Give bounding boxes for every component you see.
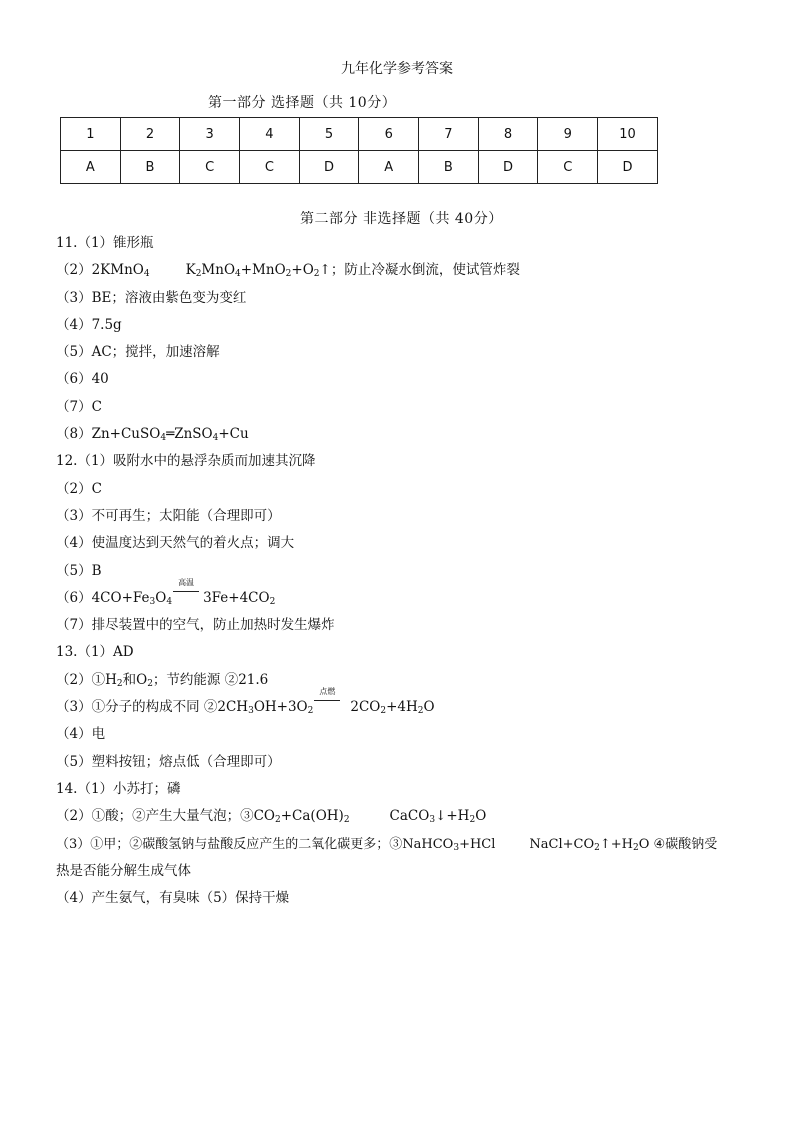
question-number-row [61,118,658,151]
reaction-condition-arrow: 点燃 [314,695,340,707]
answer-line-11-1: 11.（1）锥形瓶 [56,235,154,251]
answer-line-14-3: （3）①甲；②碳酸氢钠与盐酸反应产生的二氧化碳更多；③NaHCO$_3$+HCl $NaCl+CO_2↑+H_2O$ ④碳酸钠受 [56,836,718,853]
answer-line-12-4: （4）使温度达到天然气的着火点；调大 [56,535,295,552]
answer-line-11-5: （5）AC；搅拌，加速溶解 [56,344,220,361]
answer-list [56,230,746,912]
table-cell-answer: B [419,151,479,184]
answer-line-12-1: 12.（1）吸附水中的悬浮杂质而加速其沉降 [56,453,316,470]
section1-title: 第一部分 选择题（共 10分） [208,95,397,111]
reaction-condition-arrow: 高温 [173,586,199,598]
table-cell-number: 4 [240,118,300,151]
answer-line-13-3: （3）①分子的构成不同 $②2CH_3OH+3O_2$ 点燃 $2CO_2+4H_2O$ [56,687,435,717]
table-cell-answer: A [359,151,419,184]
section2-title: 第二部分 非选择题（共 40分） [300,211,503,227]
answer-line-12-6: $(6)4CO+Fe_3O_4$ 高温 $3Fe+4CO_2$ [56,577,276,607]
answer-line-11-4: （4）7.5g [56,316,122,333]
answer-row [61,151,658,184]
table-cell-answer: D [299,151,359,184]
answer-line-13-2: $(2)①H_2$和$O_2$；节约能源 ②21.6 [56,671,269,689]
answer-line-12-7: （7）排尽装置中的空气，防止加热时发生爆炸 [56,617,335,634]
table-cell-answer: D [598,151,658,184]
table-cell-answer: C [240,151,300,184]
table-cell-number: 8 [478,118,538,151]
answer-line-12-3: （3）不可再生；太阳能（合理即可） [56,507,281,524]
table-cell-answer: B [120,151,180,184]
table-cell-number: 10 [598,118,658,151]
answer-line-11-8: （8）Zn+CuSO$_4$═ZnSO$_4$+Cu [56,426,249,444]
answer-line-13-1: 13.（1）AD [56,644,134,661]
table-cell-number: 1 [61,118,121,151]
table-cell-answer: D [478,151,538,184]
answer-line-12-5: （5）B [56,562,102,579]
answer-line-14-3-cont: 热是否能分解生成气体 [56,862,191,879]
answer-line-14-1: 14.（1）小苏打；磷 [56,780,181,797]
table-cell-answer: A [61,151,121,184]
answer-table [60,117,658,184]
answer-line-14-2: （2）①酸；②产生大量气泡；$③CO_2+Ca(OH)_2$ $CaCO_3↓+H_2O$ [56,808,487,826]
table-cell-number: 5 [299,118,359,151]
table-cell-number: 6 [359,118,419,151]
table-cell-number: 9 [538,118,598,151]
answer-line-11-6: （6）40 [56,371,109,388]
answer-line-13-4: （4）电 [56,726,106,743]
table-cell-answer: C [180,151,240,184]
answer-line-11-3: （3）BE；溶液由紫色变为变红 [56,289,247,306]
answer-line-13-5: （5）塑料按钮；熔点低（合理即可） [56,753,281,770]
answer-line-12-2: （2）C [56,480,102,497]
answer-line-11-7: （7）C [56,398,102,415]
table-cell-number: 3 [180,118,240,151]
table-cell-number: 7 [419,118,479,151]
answer-line-14-4: （4）产生氨气，有臭味（5）保持干燥 [56,890,290,907]
answer-line-11-2: （2）2KMnO$_4$ $K_2MnO_4+MnO_2+O_2↑$；防止冷凝水倒流，使试管炸裂 [56,262,520,280]
table-cell-number: 2 [120,118,180,151]
table-cell-answer: C [538,151,598,184]
page-title: 九年化学参考答案 [341,61,453,77]
